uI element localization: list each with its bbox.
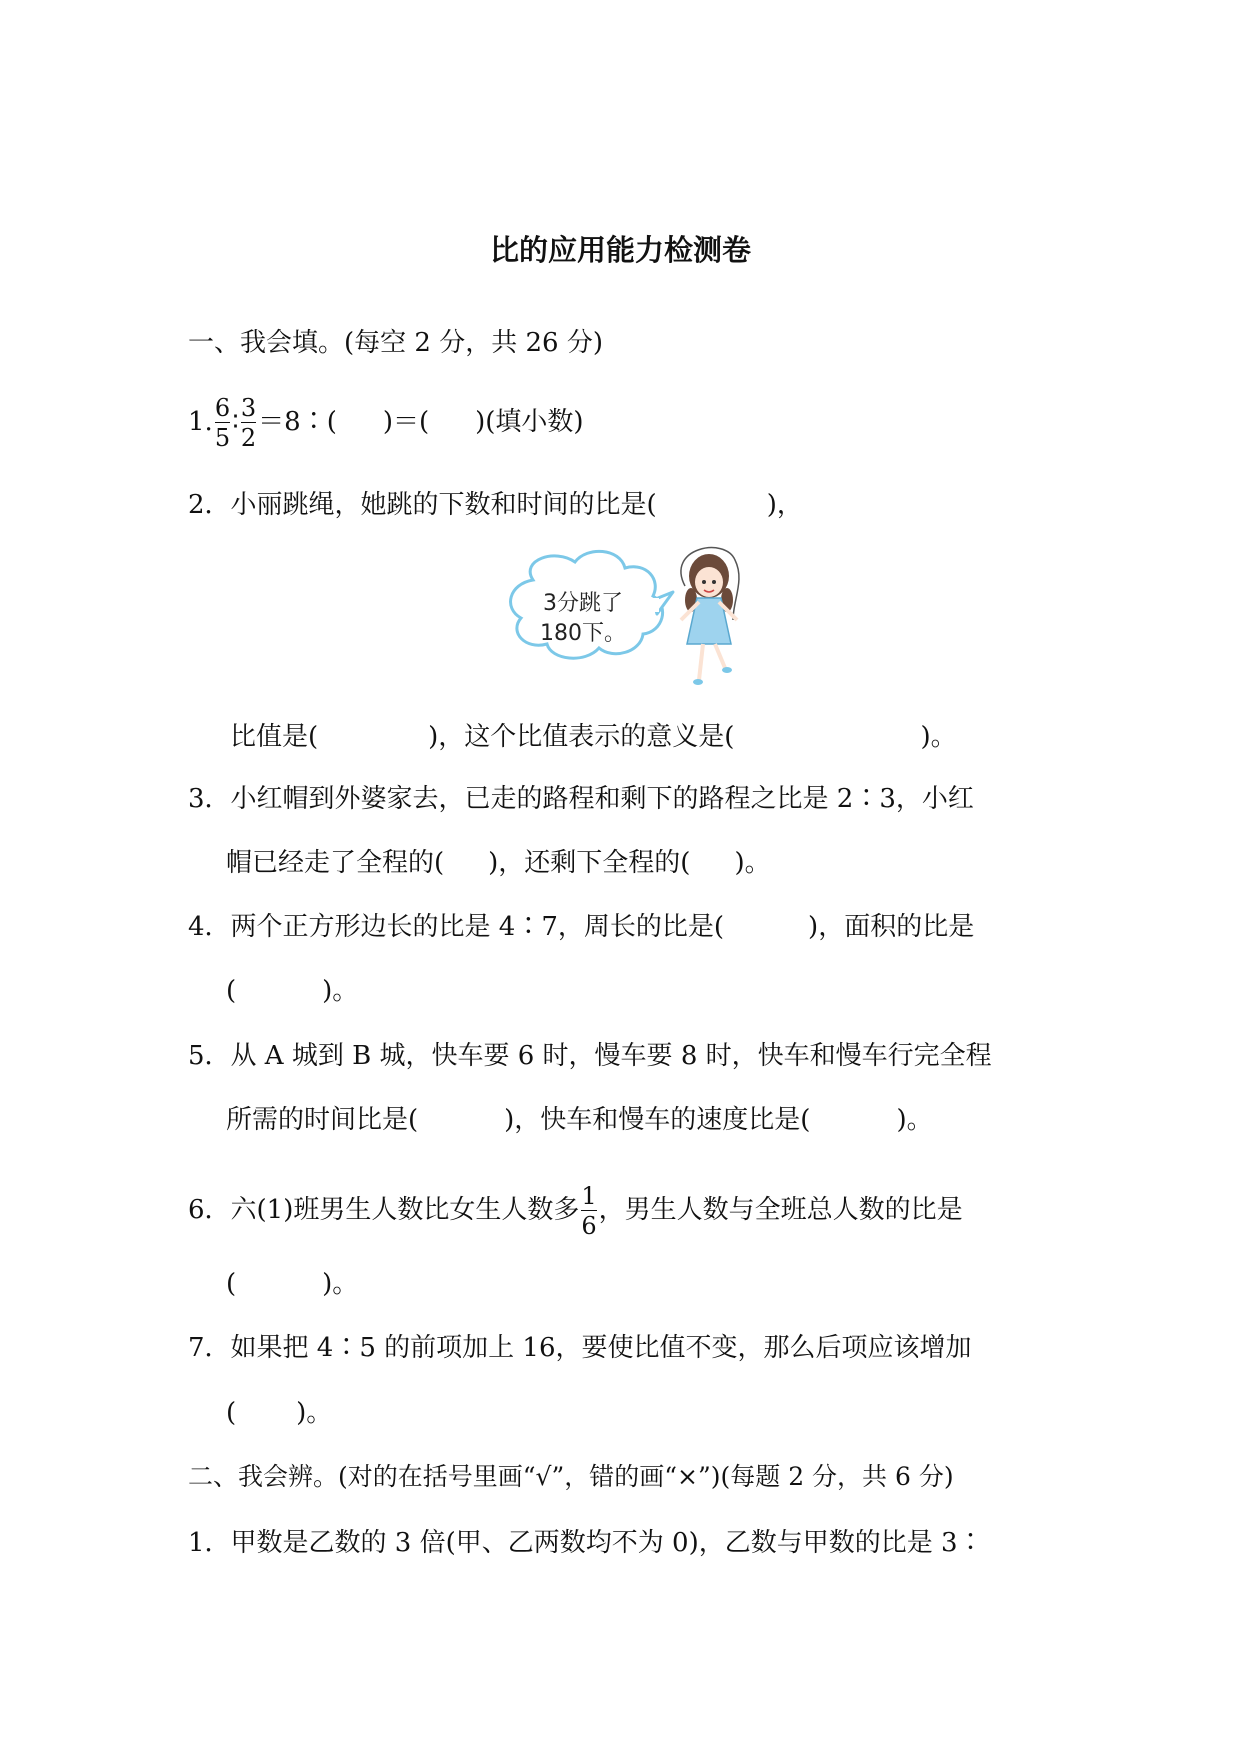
question-1-4-continued: ( )。 <box>226 976 359 1006</box>
question-1-6-continued: ( )。 <box>226 1269 359 1299</box>
question-1-5-continued: 所需的时间比是( )，快车和慢车的速度比是( )。 <box>226 1105 933 1135</box>
fraction-1-6: $\frac{1}{6}$ <box>581 1182 597 1240</box>
question-1-4: 4．两个正方形边长的比是 4∶7，周长的比是( )，面积的比是 <box>188 912 975 942</box>
bubble-text-1: 3分跳了 <box>543 591 623 616</box>
fraction-3-2: $\frac{3}{2}$ <box>240 394 257 452</box>
question-1-5: 5．从 A 城到 B 城，快车要 6 时，慢车要 8 时，快车和慢车行完全程 <box>188 1041 992 1071</box>
question-1-3-continued: 帽已经走了全程的( )，还剩下全程的( )。 <box>226 848 771 878</box>
bubble-text-2: 180下。 <box>540 621 626 646</box>
question-1-7-continued: ( )。 <box>226 1398 333 1428</box>
section-2-heading: 二、我会辨。(对的在括号里画“√”，错的画“×”)(每题 2 分，共 6 分) <box>188 1462 954 1491</box>
question-1-7: 7．如果把 4∶5 的前项加上 16，要使比值不变，那么后项应该增加 <box>188 1333 972 1363</box>
question-1-3: 3．小红帽到外婆家去，已走的路程和剩下的路程之比是 2∶3，小红 <box>188 784 974 814</box>
ratio-colon: ∶ <box>232 407 239 437</box>
page-title: 比的应用能力检测卷 <box>489 233 751 267</box>
question-2-1: 1．甲数是乙数的 3 倍(甲、乙两数均不为 0)，乙数与甲数的比是 3∶ <box>188 1528 984 1558</box>
girl-icon <box>681 548 739 685</box>
question-1-2-continued: 比值是( )，这个比值表示的意义是( )。 <box>230 722 957 752</box>
section-1-heading: 一、我会填。(每空 2 分，共 26 分) <box>188 328 603 358</box>
question-number: 1. <box>188 407 213 437</box>
fraction-6-5: $\frac{6}{5}$ <box>214 394 231 452</box>
jump-rope-illustration <box>495 540 755 710</box>
question-1-6: 6．六(1)班男生人数比女生人数多 $\frac{1}{6}$ ，男生人数与全班总人数的比是 <box>188 1182 963 1240</box>
question-1-2: 2．小丽跳绳，她跳的下数和时间的比是( )， <box>188 490 803 520</box>
question-1-1: 1. $\frac{6}{5}$ ∶ $\frac{3}{2}$ ＝8∶( )＝( )(填小数) <box>188 394 584 452</box>
